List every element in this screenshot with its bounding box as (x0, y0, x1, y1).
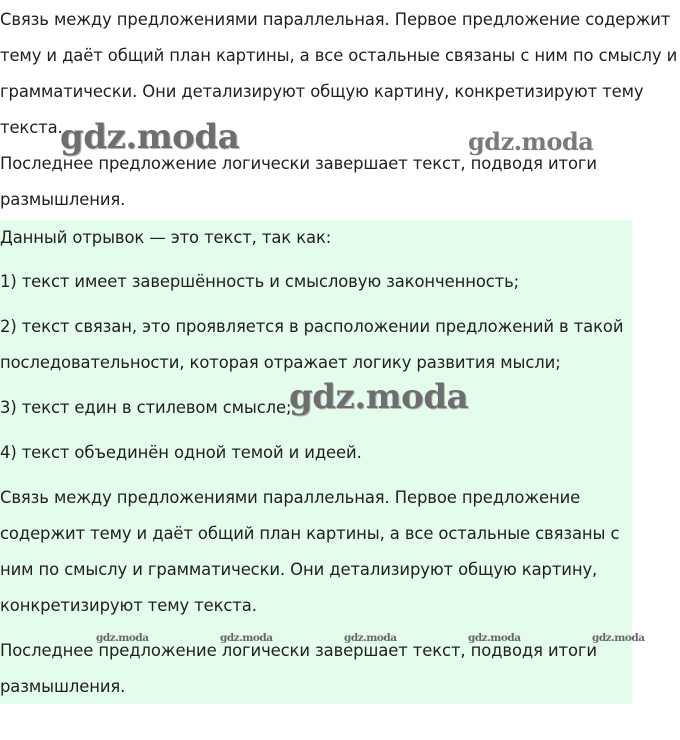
outro-line: содержит тему и даёт общий план картины, а все остальные связаны с (0, 524, 620, 543)
watermark-logo: gdz.moda (60, 117, 240, 157)
list-intro: Данный отрывок — это текст, так как: (0, 228, 332, 247)
outro-line: конкретизируют тему текста. (0, 596, 257, 615)
list-item-line: 2) текст связан, это проявляется в расположении предложений в такой (0, 317, 624, 336)
outro-paragraph (0, 480, 619, 624)
outro-closing-line: Последнее предложение логически завершает текст, подводя итоги (0, 641, 597, 660)
watermark-logo: gdz.moda (289, 377, 469, 417)
list-item-line: последовательности, которая отражает логику развития мысли; (0, 353, 561, 372)
watermark-small: gdz.moda (220, 632, 273, 644)
intro-line: грамматически. Они детализируют общую картину, конкретизируют тему (0, 82, 644, 101)
list-item (0, 309, 623, 381)
intro-line: тему и даёт общий план картины, а все остальные связаны с ним по смыслу и (0, 46, 678, 65)
watermark-small: gdz.moda (592, 632, 645, 644)
list-item: 1) текст имеет завершённость и смысловую законченность; (0, 272, 520, 291)
intro-closing-line: Последнее предложение логически завершает текст, подводя итоги (0, 154, 597, 173)
intro-line: текста. (0, 118, 63, 137)
outro-line: Связь между предложениями параллельная. Первое предложение (0, 488, 581, 507)
intro-closing-line: размышления. (0, 190, 126, 209)
outro-closing-line: размышления. (0, 677, 126, 696)
watermark-small: gdz.moda (468, 632, 521, 644)
outro-closing-paragraph (0, 633, 597, 705)
list-item: 4) текст объединён одной темой и идеей. (0, 443, 362, 462)
watermark-logo: gdz.moda (468, 127, 594, 156)
watermark-small: gdz.moda (96, 632, 149, 644)
intro-line: Связь между предложениями параллельная. Первое предложение содержит (0, 10, 671, 29)
outro-line: ним по смыслу и грамматически. Они детализируют общую картину, (0, 560, 598, 579)
intro-closing-paragraph (0, 146, 597, 218)
watermark-small: gdz.moda (344, 632, 397, 644)
list-item: 3) текст един в стилевом смысле; (0, 398, 292, 417)
intro-paragraph (0, 2, 677, 146)
